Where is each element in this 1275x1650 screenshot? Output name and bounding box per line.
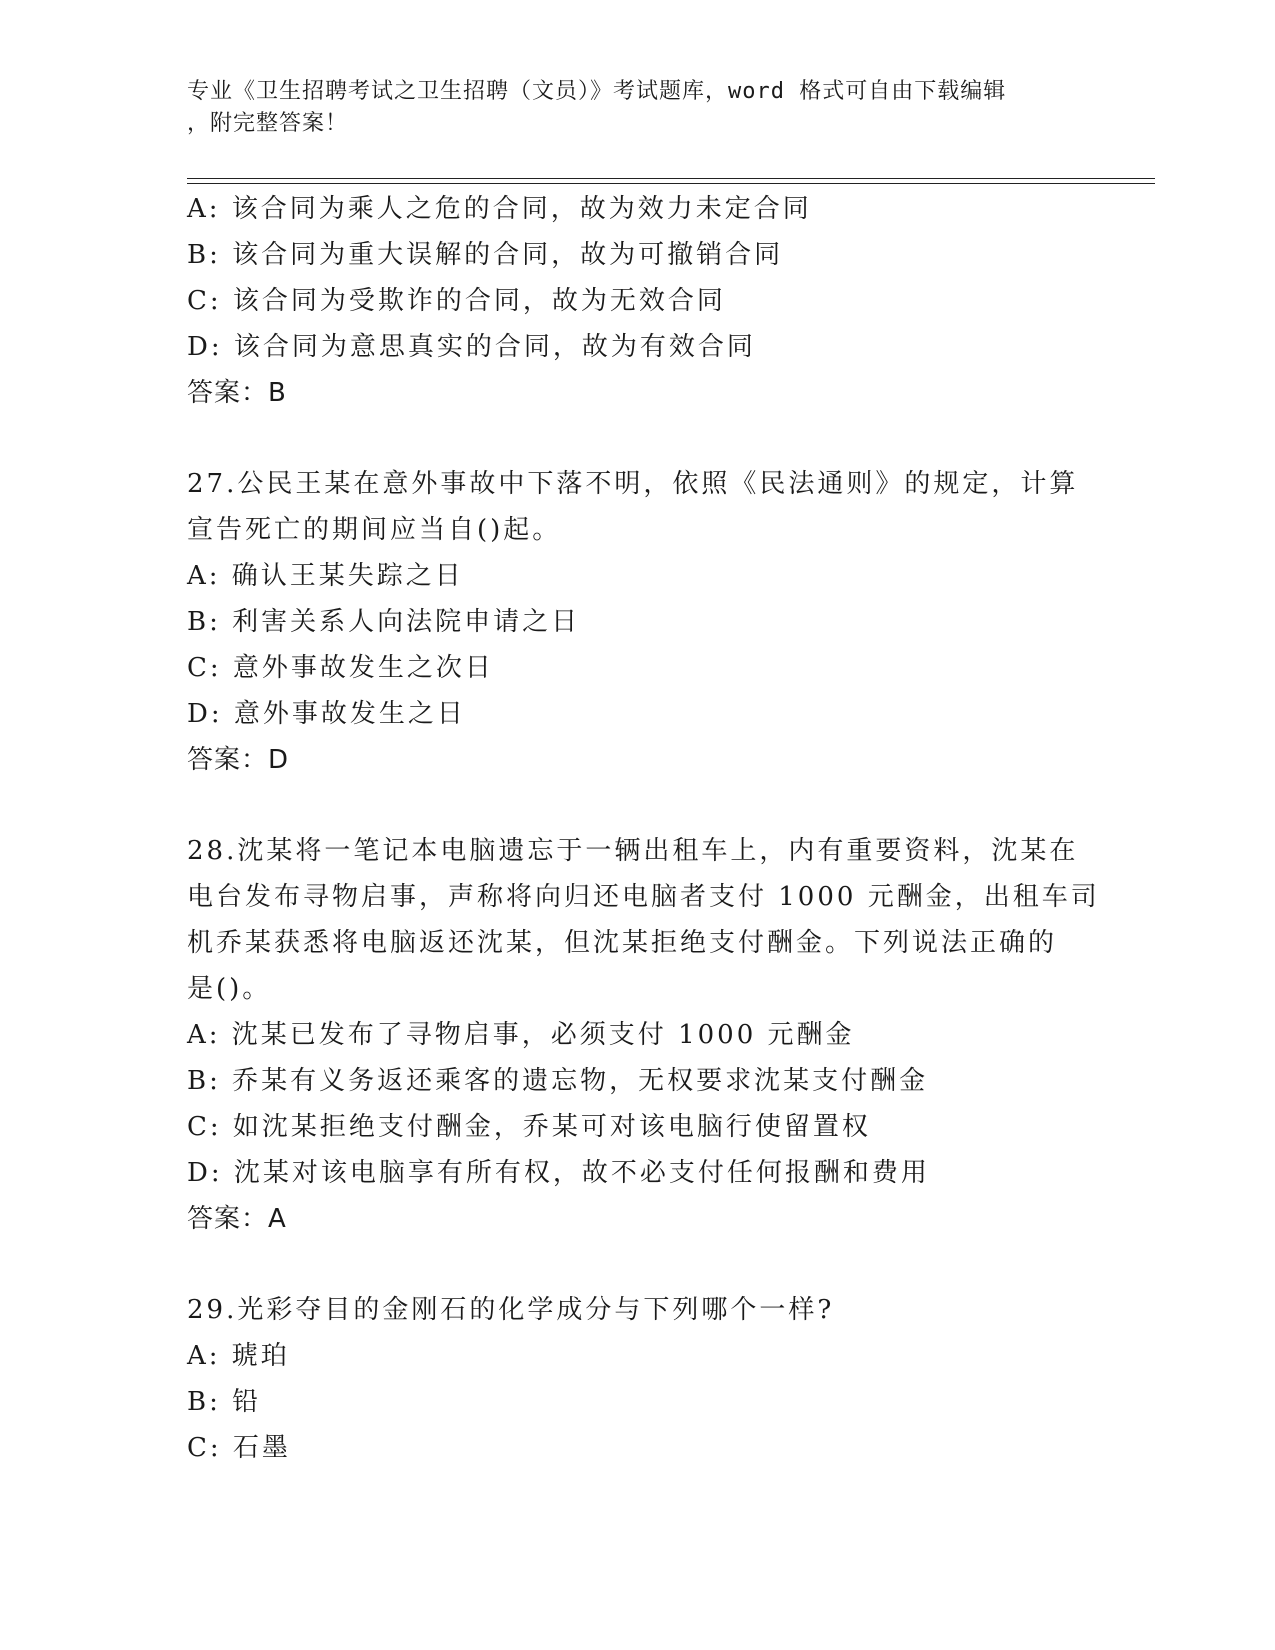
option-a: A: 确认王某失踪之日: [187, 561, 464, 591]
answer-line: 答案：A: [187, 1204, 287, 1234]
header-divider-bottom: [187, 183, 1155, 184]
question-stem-line: 29.光彩夺目的金刚石的化学成分与下列哪个一样?: [187, 1295, 835, 1325]
option-d: D: 该合同为意思真实的合同，故为有效合同: [187, 332, 756, 362]
question-28: [187, 828, 1100, 1242]
option-a: A: 琥珀: [187, 1341, 290, 1371]
option-a: A: 沈某已发布了寻物启事，必须支付 1000 元酬金: [187, 1020, 855, 1050]
option-b: B: 乔某有义务返还乘客的遗忘物，无权要求沈某支付酬金: [187, 1066, 929, 1096]
header-divider-top: [187, 178, 1155, 179]
answer-line: 答案：D: [187, 745, 290, 775]
option-d: D: 沈某对该电脑享有所有权，故不必支付任何报酬和费用: [187, 1158, 930, 1188]
option-b: B: 利害关系人向法院申请之日: [187, 607, 581, 637]
question-stem-line: 27.公民王某在意外事故中下落不明，依照《民法通则》的规定，计算: [187, 469, 1079, 499]
question-stem-line: 电台发布寻物启事，声称将向归还电脑者支付 1000 元酬金，出租车司: [187, 882, 1100, 912]
question-29: [187, 1287, 1087, 1471]
option-c: C: 石墨: [187, 1433, 291, 1463]
header-line-2: ，附完整答案！: [187, 111, 349, 136]
option-a: A: 该合同为乘人之危的合同，故为效力未定合同: [187, 194, 812, 224]
header-line-1: 专业《卫生招聘考试之卫生招聘（文员）》考试题库，word 格式可自由下载编辑: [187, 79, 1007, 104]
question-stem-line: 是()。: [187, 974, 272, 1004]
question-27: [187, 461, 1087, 783]
question-stem-line: 宣告死亡的期间应当自()起。: [187, 515, 562, 545]
document-header: [187, 76, 1087, 140]
question-list: [187, 186, 1100, 1471]
question-stem-line: 机乔某获悉将电脑返还沈某，但沈某拒绝支付酬金。下列说法正确的: [187, 928, 1058, 958]
option-b: B: 铅: [187, 1387, 262, 1417]
answer-line: 答案：B: [187, 378, 287, 408]
option-c: C: 该合同为受欺诈的合同，故为无效合同: [187, 286, 726, 316]
option-c: C: 意外事故发生之次日: [187, 653, 494, 683]
option-c: C: 如沈某拒绝支付酬金，乔某可对该电脑行使留置权: [187, 1112, 871, 1142]
option-d: D: 意外事故发生之日: [187, 699, 466, 729]
question-stem-line: 28.沈某将一笔记本电脑遗忘于一辆出租车上，内有重要资料，沈某在: [187, 836, 1079, 866]
question-26-tail: [187, 186, 1087, 416]
option-b: B: 该合同为重大误解的合同，故为可撤销合同: [187, 240, 784, 270]
